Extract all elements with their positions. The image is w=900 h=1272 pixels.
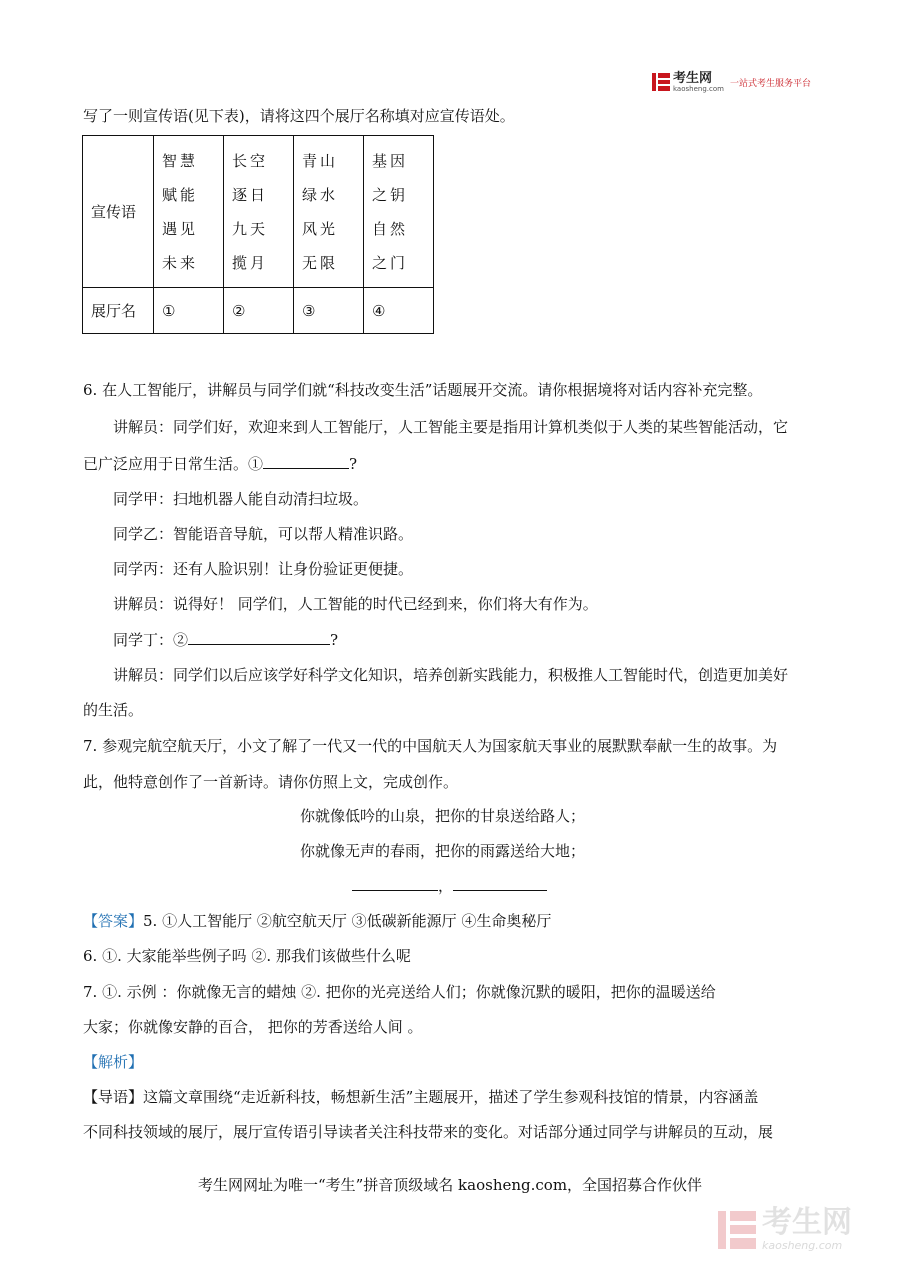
answer-6: 6. ①. 大家能举些例子吗 ②. 那我们该做些什么呢 — [83, 947, 411, 965]
table-hall-4: ④ — [364, 288, 434, 334]
answer-7b: 大家；你就像安静的百合， 把你的芳香送给人间 。 — [83, 1018, 423, 1036]
logo-name: 考生网 — [673, 70, 713, 86]
q6-dialog-7a: 讲解员：同学们以后应该学好科学文化知识，培养创新实践能力，积极推人工智能时代，创造更加美好 — [113, 666, 789, 684]
q7-poem-2: 你就像无声的春雨，把你的雨露送给大地； — [300, 842, 586, 860]
answer-5 — [83, 911, 551, 931]
q6-dialog-7b: 的生活。 — [83, 701, 144, 719]
q7-poem-1: 你就像低吟的山泉，把你的甘泉送给路人； — [300, 807, 586, 825]
table-hall-1: ① — [154, 288, 224, 334]
page-footer: 考生网网址为唯一“考生”拼音顶级域名 kaosheng.com，全国招募合作伙伴 — [197, 1176, 703, 1194]
poem-blank-1[interactable] — [352, 875, 438, 891]
table-row-label-slogan: 宣传语 — [83, 136, 154, 288]
q6-dialog-5: 讲解员：说得好！ 同学们，人工智能的时代已经到来，你们将大有作为。 — [113, 595, 598, 613]
watermark-logo-icon — [718, 1211, 756, 1249]
logo-domain: kaosheng.com — [673, 84, 724, 93]
q6-dialog-1b-text: 已广泛应用于日常生活。① — [83, 455, 264, 473]
analysis-guide-a: 【导语】这篇文章围绕“走近新科技，畅想新生活”主题展开，描述了学生参观科技馆的情景，内容涵盖 — [83, 1088, 759, 1106]
answer-blank-2[interactable] — [188, 629, 330, 645]
watermark — [718, 1205, 852, 1252]
q6-dialog-4: 同学丙：还有人脸识别！让身份验证更便捷。 — [113, 560, 414, 578]
table-slogan-4: 基因之钥自然之门 — [364, 136, 434, 288]
answer-5-text: 5. ①人工智能厅 ②航空航天厅 ③低碳新能源厅 ④生命奥秘厅 — [143, 912, 552, 930]
q6-dialog-3: 同学乙：智能语音导航，可以帮人精准识路。 — [113, 525, 414, 543]
intro-text: 写了一则宣传语(见下表)，请将这四个展厅名称填对应宣传语处。 — [83, 107, 515, 125]
table-hall-3: ③ — [294, 288, 364, 334]
poem-blank-2[interactable] — [453, 875, 547, 891]
watermark-name: 考生网 — [762, 1205, 852, 1240]
q6-dialog-6 — [113, 629, 338, 650]
q6-dialog-1b-end: ? — [349, 455, 358, 473]
answer-blank-1[interactable] — [263, 453, 349, 469]
q7-title-b: 此，他特意创作了一首新诗。请你仿照上文，完成创作。 — [83, 773, 459, 791]
q6-dialog-1a: 讲解员：同学们好，欢迎来到人工智能厅，人工智能主要是指用计算机类似于人类的某些智能活动，它 — [113, 418, 789, 436]
q6-dialog-2: 同学甲：扫地机器人能自动清扫垃圾。 — [113, 490, 369, 508]
header-logo — [652, 70, 811, 94]
q7-poem-blanks — [352, 875, 547, 896]
table-slogan-3: 青山绿水风光无限 — [294, 136, 364, 288]
exhibit-table — [82, 135, 434, 334]
table-hall-2: ② — [224, 288, 294, 334]
header-slogan: 一站式考生服务平台 — [729, 78, 811, 89]
q6-dialog-6-text: 同学丁：② — [113, 631, 189, 649]
analysis-tag: 【解析】 — [83, 1053, 144, 1071]
table-slogan-1: 智慧赋能遇见未来 — [154, 136, 224, 288]
q6-title: 6. 在人工智能厅，讲解员与同学们就“科技改变生活”话题展开交流。请你根据境将对话内容补充完整。 — [83, 381, 763, 399]
table-slogan-2: 长空逐日九天揽月 — [224, 136, 294, 288]
answer-7a: 7. ①. 示例 ：你就像无言的蜡烛 ②. 把你的光亮送给人们；你就像沉默的暖阳，把你的温暖送给 — [83, 983, 716, 1001]
q7-title-a: 7. 参观完航空航天厅，小文了解了一代又一代的中国航天人为国家航天事业的展默默奉献一生的故事。为 — [83, 737, 778, 755]
poem-comma: ， — [438, 877, 454, 895]
table-row-label-hall: 展厅名 — [83, 288, 154, 334]
q6-dialog-6-end: ? — [330, 631, 339, 649]
q6-dialog-1b — [83, 453, 357, 474]
answer-tag: 【答案】 — [83, 912, 144, 930]
logo-icon — [652, 73, 670, 91]
analysis-guide-b: 不同科技领域的展厅，展厅宣传语引导读者关注科技带来的变化。对话部分通过同学与讲解员的互动，展 — [83, 1123, 774, 1141]
watermark-domain: kaosheng.com — [762, 1239, 843, 1252]
